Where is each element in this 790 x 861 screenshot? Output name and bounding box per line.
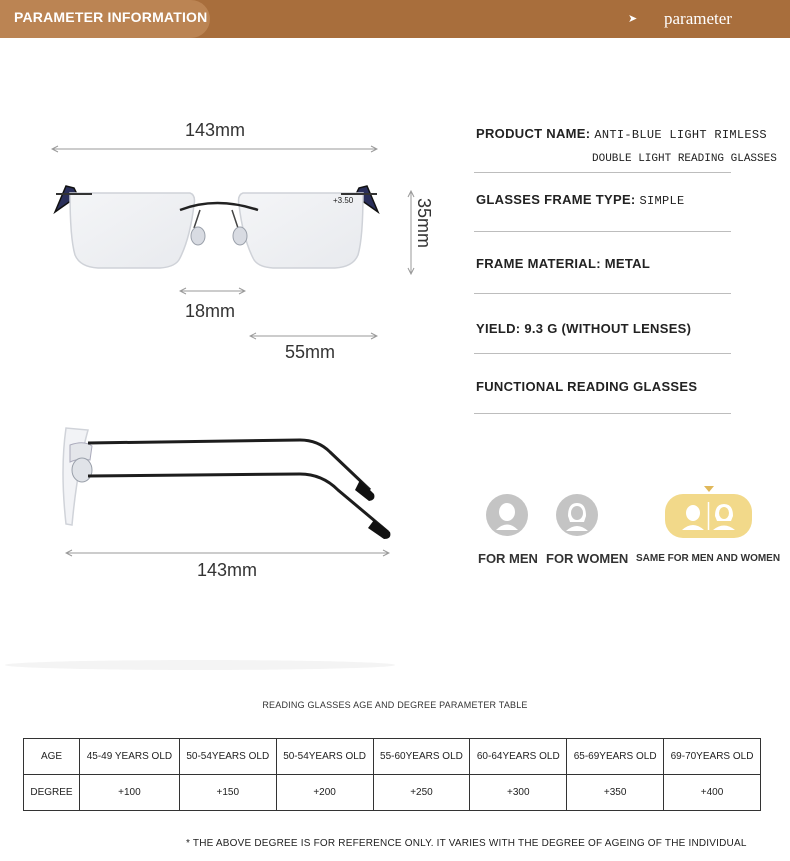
spec-product-name (476, 126, 767, 142)
spec-divider (474, 172, 731, 173)
degree-cell: +150 (179, 775, 276, 811)
product-name-value-line2: DOUBLE LIGHT READING GLASSES (592, 153, 777, 165)
degree-cell: +100 (80, 775, 180, 811)
header-tab-label: PARAMETER INFORMATION (14, 9, 208, 25)
age-cell: 60-64YEARS OLD (470, 739, 567, 775)
spec-divider (474, 353, 731, 354)
front-width-label: 143mm (185, 120, 246, 140)
arrow-icon: ➤ (628, 13, 638, 25)
age-cell: 50-54YEARS OLD (179, 739, 276, 775)
product-name-label: PRODUCT NAME: (476, 126, 591, 141)
front-view-glasses (55, 186, 378, 268)
header-right-label: parameter (664, 9, 732, 28)
frame-type-value: SIMPLE (639, 194, 685, 208)
for-women-label: FOR WOMEN (546, 551, 629, 566)
for-men-label: FOR MEN (478, 551, 538, 566)
spec-divider (474, 293, 731, 294)
table-row (24, 775, 761, 811)
degree-cell: +400 (664, 775, 761, 811)
degree-cell: +350 (567, 775, 664, 811)
age-cell: 65-69YEARS OLD (567, 739, 664, 775)
spec-divider (474, 231, 731, 232)
side-view-glasses (63, 428, 390, 539)
lens-width-label: 55mm (285, 342, 336, 362)
lens-power-badge: +3.50 (333, 196, 354, 205)
table-title: READING GLASSES AGE AND DEGREE PARAMETER TABLE (262, 700, 528, 710)
spec-material: FRAME MATERIAL: METAL (476, 256, 651, 271)
man-icon (486, 494, 528, 536)
side-length-label: 143mm (197, 560, 258, 580)
degree-header: DEGREE (24, 775, 80, 811)
age-degree-table (23, 738, 761, 811)
bridge-width-label: 18mm (185, 301, 236, 321)
product-name-value: ANTI-BLUE LIGHT RIMLESS (594, 128, 767, 142)
man-woman-icon (665, 494, 752, 538)
footnote: * THE ABOVE DEGREE IS FOR REFERENCE ONLY. IT VARIES WITH THE DEGREE OF AGEING OF THE INDIVIDUAL (186, 838, 747, 849)
age-cell: 50-54YEARS OLD (276, 739, 373, 775)
selected-indicator (704, 486, 714, 492)
woman-icon (556, 494, 598, 536)
spec-yield: YIELD: 9.3 G (WITHOUT LENSES) (476, 321, 692, 336)
table-row (24, 739, 761, 775)
degree-cell: +250 (373, 775, 470, 811)
age-cell: 69-70YEARS OLD (664, 739, 761, 775)
degree-cell: +200 (276, 775, 373, 811)
age-cell: 55-60YEARS OLD (373, 739, 470, 775)
shadow (5, 660, 395, 670)
age-cell: 45-49 YEARS OLD (80, 739, 180, 775)
lens-height-label: 35mm (414, 198, 434, 249)
same-for-both-label: SAME FOR MEN AND WOMEN (636, 553, 781, 564)
degree-cell: +300 (470, 775, 567, 811)
spec-frame-type (476, 192, 685, 208)
frame-type-label: GLASSES FRAME TYPE: (476, 192, 636, 207)
spec-divider (474, 413, 731, 414)
spec-function: FUNCTIONAL READING GLASSES (476, 379, 698, 394)
left-lens (70, 193, 195, 268)
age-header: AGE (24, 739, 80, 775)
